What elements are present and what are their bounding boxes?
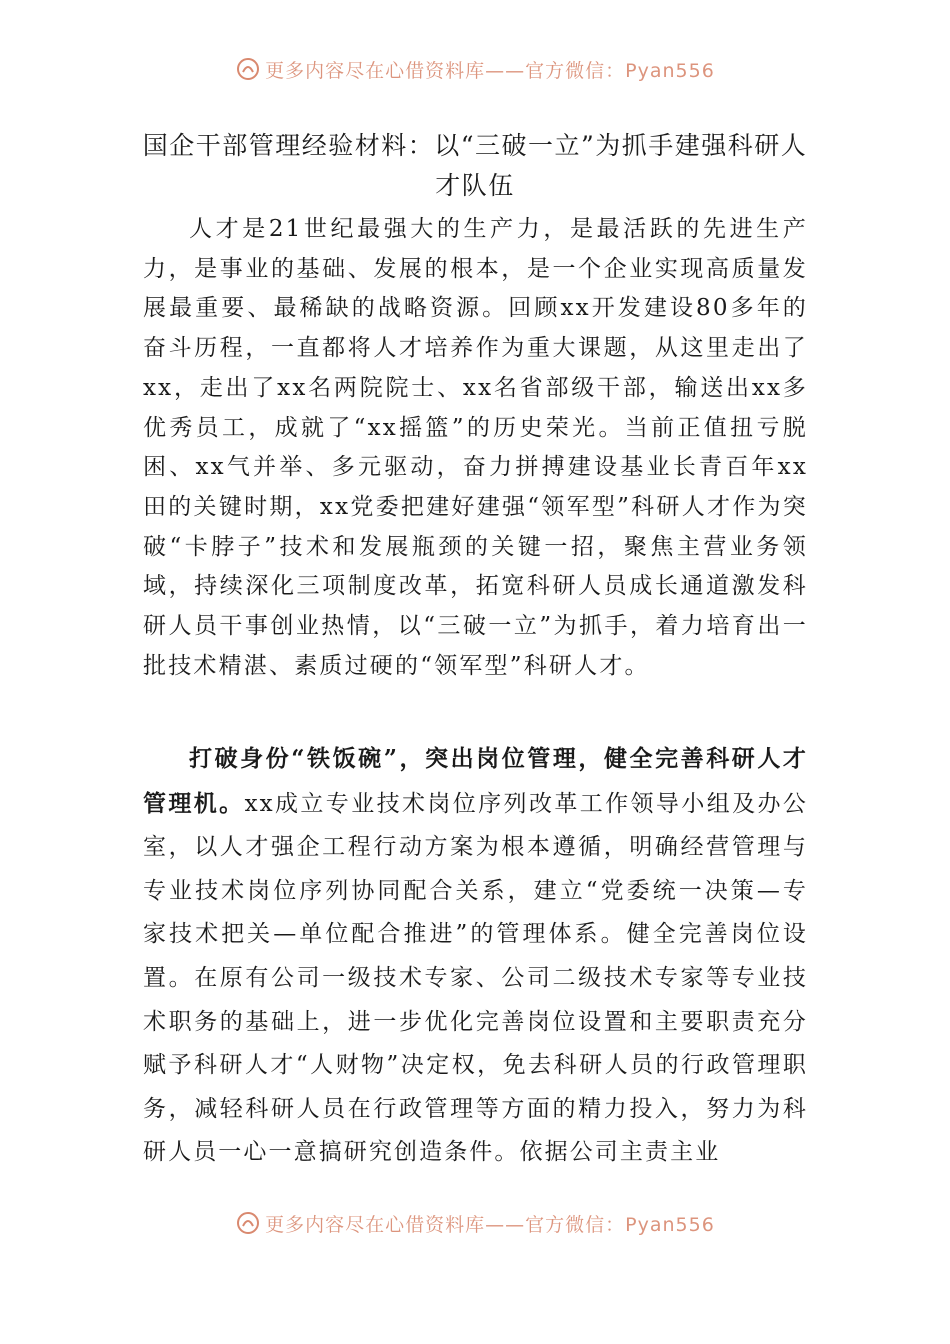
paragraph-section-1	[143, 737, 808, 1175]
watermark-logo-icon	[235, 1210, 261, 1236]
document-title: 国企干部管理经验材料：以“三破一立”为抓手建强科研人才队伍	[142, 131, 808, 200]
section-body-text: xx成立专业技术岗位序列改革工作领导小组及办公室，以人才强企工程行动方案为根本遵循，明确经营管理与专业技术岗位序列协同配合关系，建立“党委统一决策—专家技术把关—单位配合推进”的管理体系。健全完善岗位设置。在原有公司一级技术专家、公司二级技术专家等专业技术职务的基础上，进一步优化完善岗位设置和主要职责充分赋予科研人才“人财物”决定权，免去科研人员的行政管理职务，减轻科研人员在行政管理等方面的精力投入，努力为科研人员一心一意搞研究创造条件。依据公司主责主业	[143, 790, 808, 1166]
paragraph-intro: 人才是21世纪最强大的生产力，是最活跃的先进生产力，是事业的基础、发展的根本，是一个企业实现高质量发展最重要、最稀缺的战略资源。回顾xx开发建设80多年的奋斗历程，一直都将人才培养作为重大课题，从这里走出了xx，走出了xx名两院院士、xx名省部级干部，输送出xx多优秀员工，成就了“xx摇篮”的历史荣光。当前正值扭亏脱困、xx气并举、多元驱动，奋力拼搏建设基业长青百年xx田的关键时期，xx党委把建好建强“领军型”科研人才作为突破“卡脖子”技术和发展瓶颈的关键一招，聚焦主营业务领域，持续深化三项制度改革，拓宽科研人员成长通道激发科研人员干事创业热情，以“三破一立”为抓手，着力培育出一批技术精湛、素质过硬的“领军型”科研人才。	[143, 216, 808, 679]
watermark-logo-icon	[235, 56, 261, 82]
watermark-footer	[0, 1206, 950, 1240]
watermark-header	[0, 52, 950, 86]
watermark-text: 更多内容尽在心借资料库——官方微信：Pyan556	[265, 1213, 715, 1236]
watermark-text: 更多内容尽在心借资料库——官方微信：Pyan556	[265, 59, 715, 82]
section-lead-heading: 打破身份“铁饭碗”，突出岗位管理，健全完善科研人才管理机。	[143, 745, 808, 817]
